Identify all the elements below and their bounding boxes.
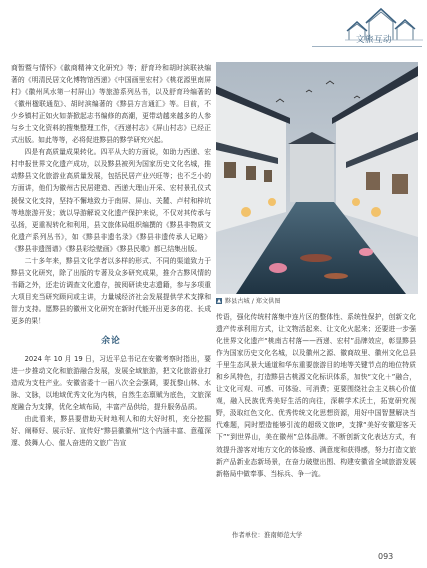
paragraph: 四是有高质量成果转化。四平从大的方面说，如助力西递、宏村申报世界文化遗产成功，以及黟县被列为国家历史文化名城，推动黟县文化旅游业高质量发展，包括民居产业兴旺等；也不乏小的方面讲，他们为徽州古民居建造、西递大理山开采、宏村景孔仪式援保文化支持，坚持不懈地致力于南屏、屏山、关麓、卢村和梓坑等地旅游开发；就以导游解说文化遗产保护来说，不仅对其传承与弘扬，更重视转化和利用，县文旅体局组织编撰的《黟县非物质文化遗产系列丛书》，如《黟县非遗名录》《黟县非遗传承人记略》《黟县非遗图谱》《黟县彩绘壁画》《黟县民歌》都已结集出版。 — [11, 148, 211, 253]
paragraph: 2024 年 10 月 19 日，习近平总书记在安徽考察时指出，要进一步推动文化和旅游融合发展，发展全域旅游，把文化旅游业打造成为支柱产业。安徽省委十一届八次全会强调，要抚黎山林、水脉、文脉，以地域优秀文化为内核，自然生态禀赋为底色，文旅深度融合为支撑，优化全域布局，丰富产品供给，提升服务品质。 — [11, 355, 211, 412]
column-title: 文旅互动 — [356, 35, 393, 45]
paragraph: 二十多年来，黟县文化学者以多样的形式、不同的渠道致力于黟县文化研究，除了出版的专著及众多研究成果，推介古黟风情的书籍之外，还走访调查文化遗存，披阅研读史志遗籍，参与多项重大项目充当研究顾问或主讲，力量城经济社会发展提供学术支撑和智力支持。愿黟县的徽州文化研究在新时代能开出更多的花、长成更多的果！ — [11, 256, 211, 325]
photo-caption — [216, 296, 418, 305]
section-heading: 余论 — [101, 336, 121, 347]
paragraph: 商暂暨与情怀》《歙商精神文化研究》等；舒育玲和胡时滨联袂编著的《明清民居文化博物馆西递》《中国画里宏村》《桃花源里南屏村》《徽州风水第一村屏山》等旅游系列丛书，以及舒育玲编著的《徽州楹联通览》、胡时滨编著的《黟县方言通汇》等。目前，不少乡镇村正如火如荼掀起志书编修的高潮，更带动越来越多的人参与乡土文化资料的搜集整理工作，《西递村志》《屏山村志》已经正式出版。如此等等，必将促进黟县的黟学研究兴起。 — [11, 64, 211, 145]
author-affiliation: 作者单位：淮南师范大学 — [232, 531, 303, 539]
caption-marker-icon: ▲ — [217, 298, 221, 304]
page-number: 093 — [378, 552, 394, 561]
paragraph: 由此看来，黟县要借助天时地利人和的大好时机，充分挖掘好、阐释好、展示好、宣传好“黟县徽徽州”这个内涵丰富、意蕴深邃、鼓舞人心、催人奋进的文旅广告宣 — [11, 415, 211, 448]
right-text-column — [216, 311, 416, 480]
header-divider — [312, 46, 422, 47]
paragraph: 传语，强化传统村落集中连片区的整体性、系统性保护，创新文化遗产传承利用方式，让文物活起来、让文化火起来；还要进一步强化世界文化遗产“桃南古村落——西递、宏村”品牌效应，彰显黟县作为国家历史文化名城，以及徽州之源、徽商故里、徽州文化总县千里生态风景大通道和华东重要旅游目的地等关键节点的地位特质和乡风特色，打造黟县古桃源文化标识体系，加快“文化＋”融合，让文化可观、可感、可体验、可消费；更要围绕社会主义核心价值观，融入民族优秀美好生活的向往，深耕学术沃土，拓宽研究视野，汲取红色文化、优秀传统文化思想资源，用好中国智慧解决当代难题，同时塑造能够引流的超级文旅IP，支撑“美好安徽迎客天下”“到世界山，美在徽州”总体品牌。不断创新文化表达方式，有效提升游客对地方文化的体验感、满意度和获得感，努力打造文旅新产品新业态新场景，在奋力破壁出围、构建安徽省全域旅游发展新格局中做奉事、当标兵、争一流。 — [216, 313, 416, 478]
old-town-photo — [216, 62, 418, 294]
caption-text: 黟县古城 / 郑文供图 — [225, 298, 281, 305]
left-text-column — [11, 62, 211, 449]
